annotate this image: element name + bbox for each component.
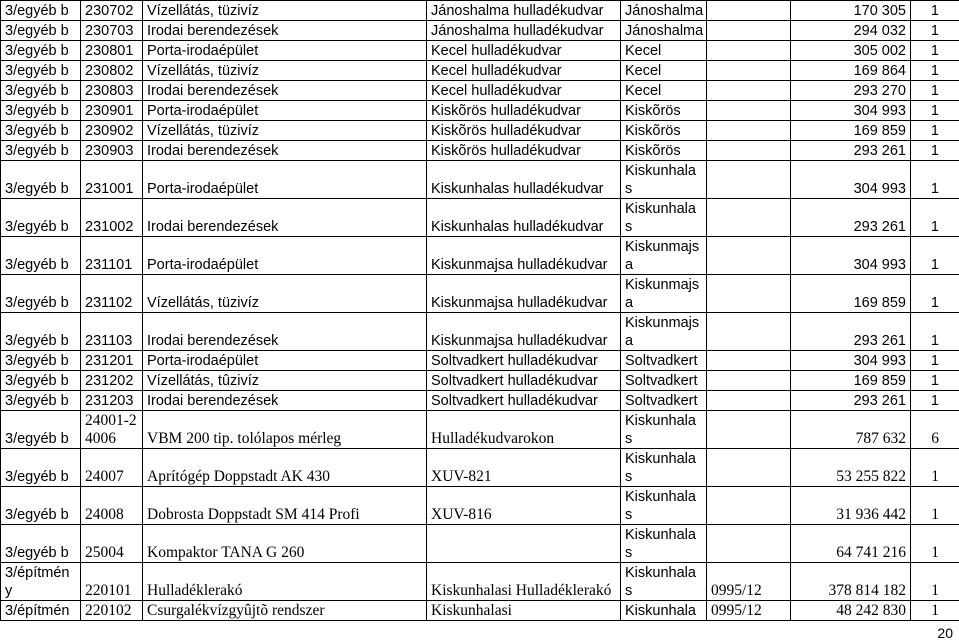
name-cell: Vízellátás, tüzivíz	[143, 275, 427, 313]
value-cell: 53 255 822	[791, 449, 911, 487]
quantity-cell: 1	[911, 525, 959, 563]
value-cell: 64 741 216	[791, 525, 911, 563]
value-cell: 294 032	[791, 21, 911, 41]
city-cell: Soltvadkert	[621, 391, 707, 411]
date-cell	[707, 61, 791, 81]
quantity-cell: 1	[911, 199, 959, 237]
table-row	[1, 601, 959, 621]
name-cell: Vízellátás, tüzivíz	[143, 121, 427, 141]
category-cell: 3/egyéb b	[1, 121, 81, 141]
table-row	[1, 61, 959, 81]
city-cell: Jánoshalma	[621, 21, 707, 41]
code-cell: 231202	[81, 371, 143, 391]
code-cell: 231002	[81, 199, 143, 237]
category-cell: 3/egyéb b	[1, 449, 81, 487]
quantity-cell: 1	[911, 449, 959, 487]
location-cell: Kecel hulladékudvar	[427, 41, 621, 61]
date-cell	[707, 21, 791, 41]
table-row	[1, 1, 959, 21]
city-cell: Kiskunhalas	[621, 449, 707, 487]
location-cell: Soltvadkert hulladékudvar	[427, 351, 621, 371]
location-cell: Kiskunhalasi Hulladéklerakó	[427, 563, 621, 601]
location-cell: Kiskunhalas hulladékudvar	[427, 199, 621, 237]
category-cell: 3/egyéb b	[1, 21, 81, 41]
category-cell: 3/egyéb b	[1, 275, 81, 313]
category-cell: 3/egyéb b	[1, 351, 81, 371]
date-cell	[707, 41, 791, 61]
quantity-cell: 1	[911, 275, 959, 313]
table-row	[1, 81, 959, 101]
table-row	[1, 563, 959, 601]
quantity-cell: 1	[911, 351, 959, 371]
date-cell	[707, 141, 791, 161]
code-cell: 231102	[81, 275, 143, 313]
category-cell: 3/egyéb b	[1, 1, 81, 21]
date-cell	[707, 101, 791, 121]
table-row	[1, 199, 959, 237]
asset-table-body	[1, 1, 959, 621]
category-cell: 3/egyéb b	[1, 61, 81, 81]
name-cell: Csurgalékvízgyûjtõ rendszer	[143, 601, 427, 621]
category-cell: 3/egyéb b	[1, 525, 81, 563]
name-cell: Porta-irodaépület	[143, 351, 427, 371]
date-cell	[707, 81, 791, 101]
location-cell: Kiskõrös hulladékudvar	[427, 101, 621, 121]
value-cell: 293 261	[791, 313, 911, 351]
footer-divider	[0, 620, 959, 621]
name-cell: Vízellátás, tüzivíz	[143, 1, 427, 21]
location-cell: XUV-816	[427, 487, 621, 525]
name-cell: Aprítógép Doppstadt AK 430	[143, 449, 427, 487]
city-cell: Kiskõrös	[621, 141, 707, 161]
value-cell: 293 270	[791, 81, 911, 101]
location-cell: Kecel hulladékudvar	[427, 61, 621, 81]
name-cell: Irodai berendezések	[143, 391, 427, 411]
date-cell	[707, 313, 791, 351]
quantity-cell: 6	[911, 411, 959, 449]
location-cell: Jánoshalma hulladékudvar	[427, 1, 621, 21]
code-cell: 24001-24006	[81, 411, 143, 449]
table-row	[1, 141, 959, 161]
value-cell: 305 002	[791, 41, 911, 61]
category-cell: 3/építmény	[1, 563, 81, 601]
city-cell: Jánoshalma	[621, 1, 707, 21]
code-cell: 24008	[81, 487, 143, 525]
code-cell: 231101	[81, 237, 143, 275]
code-cell: 230702	[81, 1, 143, 21]
quantity-cell: 1	[911, 601, 959, 621]
city-cell: Kecel	[621, 81, 707, 101]
table-row	[1, 161, 959, 199]
value-cell: 293 261	[791, 141, 911, 161]
value-cell: 293 261	[791, 199, 911, 237]
category-cell: 3/egyéb b	[1, 81, 81, 101]
quantity-cell: 1	[911, 487, 959, 525]
location-cell: Soltvadkert hulladékudvar	[427, 391, 621, 411]
table-row	[1, 313, 959, 351]
category-cell: 3/egyéb b	[1, 371, 81, 391]
location-cell: Kecel hulladékudvar	[427, 81, 621, 101]
code-cell: 231103	[81, 313, 143, 351]
value-cell: 293 261	[791, 391, 911, 411]
location-cell: Kiskunmajsa hulladékudvar	[427, 237, 621, 275]
name-cell: Irodai berendezések	[143, 199, 427, 237]
quantity-cell: 1	[911, 391, 959, 411]
category-cell: 3/egyéb b	[1, 199, 81, 237]
quantity-cell: 1	[911, 237, 959, 275]
table-row	[1, 275, 959, 313]
code-cell: 220102	[81, 601, 143, 621]
code-cell: 231203	[81, 391, 143, 411]
code-cell: 230703	[81, 21, 143, 41]
quantity-cell: 1	[911, 61, 959, 81]
location-cell	[427, 525, 621, 563]
table-row	[1, 237, 959, 275]
date-cell	[707, 525, 791, 563]
value-cell: 304 993	[791, 237, 911, 275]
category-cell: 3/egyéb b	[1, 487, 81, 525]
date-cell	[707, 449, 791, 487]
page-number: 20	[937, 625, 953, 641]
code-cell: 230902	[81, 121, 143, 141]
date-cell	[707, 1, 791, 21]
location-cell: Kiskunhalasi	[427, 601, 621, 621]
location-cell: Kiskunmajsa hulladékudvar	[427, 313, 621, 351]
city-cell: Kiskunmajsa	[621, 275, 707, 313]
value-cell: 304 993	[791, 351, 911, 371]
name-cell: Vízellátás, tûzivíz	[143, 371, 427, 391]
quantity-cell: 1	[911, 1, 959, 21]
date-cell	[707, 199, 791, 237]
city-cell: Kiskunhalas	[621, 525, 707, 563]
code-cell: 230803	[81, 81, 143, 101]
city-cell: Kiskunhalas	[621, 487, 707, 525]
value-cell: 169 864	[791, 61, 911, 81]
table-row	[1, 411, 959, 449]
code-cell: 230801	[81, 41, 143, 61]
category-cell: 3/egyéb b	[1, 237, 81, 275]
quantity-cell: 1	[911, 161, 959, 199]
code-cell: 231001	[81, 161, 143, 199]
location-cell: Kiskõrös hulladékudvar	[427, 121, 621, 141]
name-cell: Dobrosta Doppstadt SM 414 Profi	[143, 487, 427, 525]
category-cell: 3/egyéb b	[1, 101, 81, 121]
date-cell	[707, 161, 791, 199]
value-cell: 31 936 442	[791, 487, 911, 525]
value-cell: 169 859	[791, 371, 911, 391]
quantity-cell: 1	[911, 141, 959, 161]
table-row	[1, 449, 959, 487]
quantity-cell: 1	[911, 563, 959, 601]
name-cell: Irodai berendezések	[143, 21, 427, 41]
value-cell: 787 632	[791, 411, 911, 449]
value-cell: 169 859	[791, 275, 911, 313]
value-cell: 170 305	[791, 1, 911, 21]
value-cell: 304 993	[791, 101, 911, 121]
quantity-cell: 1	[911, 41, 959, 61]
code-cell: 230802	[81, 61, 143, 81]
table-row	[1, 525, 959, 563]
name-cell: Kompaktor TANA G 260	[143, 525, 427, 563]
city-cell: Kiskunmajsa	[621, 313, 707, 351]
table-row	[1, 371, 959, 391]
date-cell	[707, 391, 791, 411]
city-cell: Kiskunhalas	[621, 411, 707, 449]
city-cell: Kiskunhala	[621, 601, 707, 621]
name-cell: Vízellátás, tüzivíz	[143, 61, 427, 81]
city-cell: Kiskõrös	[621, 121, 707, 141]
city-cell: Soltvadkert	[621, 371, 707, 391]
city-cell: Kiskunhalas	[621, 563, 707, 601]
category-cell: 3/egyéb b	[1, 411, 81, 449]
value-cell: 378 814 182	[791, 563, 911, 601]
quantity-cell: 1	[911, 313, 959, 351]
code-cell: 24007	[81, 449, 143, 487]
code-cell: 230903	[81, 141, 143, 161]
quantity-cell: 1	[911, 21, 959, 41]
category-cell: 3/egyéb b	[1, 391, 81, 411]
name-cell: VBM 200 tip. tolólapos mérleg	[143, 411, 427, 449]
code-cell: 220101	[81, 563, 143, 601]
category-cell: 3/egyéb b	[1, 313, 81, 351]
city-cell: Kiskõrös	[621, 101, 707, 121]
table-row	[1, 391, 959, 411]
name-cell: Porta-irodaépület	[143, 101, 427, 121]
table-row	[1, 101, 959, 121]
table-row	[1, 487, 959, 525]
date-cell	[707, 275, 791, 313]
name-cell: Porta-irodaépület	[143, 237, 427, 275]
quantity-cell: 1	[911, 121, 959, 141]
code-cell: 230901	[81, 101, 143, 121]
value-cell: 169 859	[791, 121, 911, 141]
quantity-cell: 1	[911, 101, 959, 121]
city-cell: Kiskunhalas	[621, 161, 707, 199]
date-cell	[707, 487, 791, 525]
date-cell	[707, 371, 791, 391]
name-cell: Irodai berendezések	[143, 141, 427, 161]
name-cell: Irodai berendezések	[143, 81, 427, 101]
name-cell: Irodai berendezések	[143, 313, 427, 351]
location-cell: Hulladékudvarokon	[427, 411, 621, 449]
category-cell: 3/építmén	[1, 601, 81, 621]
code-cell: 25004	[81, 525, 143, 563]
category-cell: 3/egyéb b	[1, 41, 81, 61]
quantity-cell: 1	[911, 81, 959, 101]
date-cell	[707, 411, 791, 449]
city-cell: Soltvadkert	[621, 351, 707, 371]
city-cell: Kiskunhalas	[621, 199, 707, 237]
location-cell: XUV-821	[427, 449, 621, 487]
date-cell	[707, 351, 791, 371]
value-cell: 304 993	[791, 161, 911, 199]
table-row	[1, 21, 959, 41]
table-row	[1, 41, 959, 61]
date-cell	[707, 121, 791, 141]
city-cell: Kecel	[621, 61, 707, 81]
location-cell: Soltvadkert hulladékudvar	[427, 371, 621, 391]
location-cell: Kiskõrös hulladékudvar	[427, 141, 621, 161]
city-cell: Kiskunmajsa	[621, 237, 707, 275]
location-cell: Jánoshalma hulladékudvar	[427, 21, 621, 41]
code-cell: 231201	[81, 351, 143, 371]
table-row	[1, 351, 959, 371]
category-cell: 3/egyéb b	[1, 141, 81, 161]
location-cell: Kiskunmajsa hulladékudvar	[427, 275, 621, 313]
name-cell: Hulladéklerakó	[143, 563, 427, 601]
name-cell: Porta-irodaépület	[143, 41, 427, 61]
name-cell: Porta-irodaépület	[143, 161, 427, 199]
table-row	[1, 121, 959, 141]
date-cell	[707, 237, 791, 275]
category-cell: 3/egyéb b	[1, 161, 81, 199]
city-cell: Kecel	[621, 41, 707, 61]
date-cell: 0995/12	[707, 563, 791, 601]
date-cell: 0995/12	[707, 601, 791, 621]
value-cell: 48 242 830	[791, 601, 911, 621]
quantity-cell: 1	[911, 371, 959, 391]
location-cell: Kiskunhalas hulladékudvar	[427, 161, 621, 199]
